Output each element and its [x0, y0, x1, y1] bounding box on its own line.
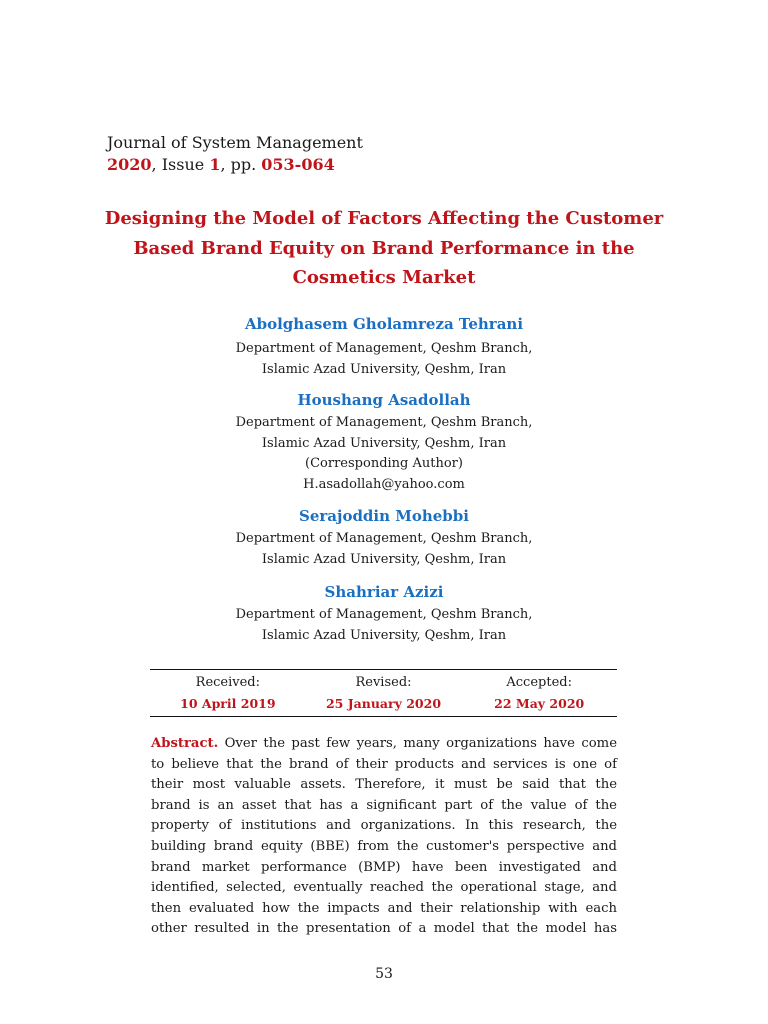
revised-label: Revised:: [355, 675, 412, 690]
received-column: [150, 670, 306, 716]
author-2: [84, 389, 684, 495]
journal-citation: [107, 155, 335, 174]
accepted-label: Accepted:: [506, 675, 572, 690]
abstract-line: building brand equity (BBE) from the customer's perspective and: [151, 838, 617, 854]
revised-column: [306, 670, 462, 716]
abstract-line: their most valuable assets. Therefore, it must be said that the: [151, 777, 617, 793]
author-name: Serajoddin Mohebbi: [299, 507, 469, 525]
author-name: Houshang Asadollah: [297, 391, 471, 409]
journal-header: [107, 132, 363, 176]
title-line: Designing the Model of Factors Affecting the Customer: [104, 208, 664, 229]
submission-dates-table: [150, 669, 617, 717]
page-number: 53: [375, 966, 393, 982]
abstract-line: brand market performance (BMP) have been investigated and: [151, 859, 617, 875]
author-4: [84, 581, 684, 646]
accepted-date: 22 May 2020: [494, 696, 585, 711]
author-name: Abolghasem Gholamreza Tehrani: [244, 315, 524, 333]
abstract-text: Over the past few years, many organizations have come: [218, 736, 617, 751]
author-email: H.asadollah@yahoo.com: [303, 476, 465, 492]
journal-pages: 053-064: [261, 155, 335, 174]
title-line: Based Brand Equity on Brand Performance in the: [133, 237, 635, 259]
paper-title: [90, 204, 678, 293]
affiliation-line: Department of Management, Qeshm Branch,: [235, 341, 533, 356]
author-3: [84, 505, 684, 570]
affiliation-line: Islamic Azad University, Qeshm, Iran: [261, 361, 507, 377]
journal-name: Journal of System Management: [107, 133, 363, 152]
abstract-line: to believe that the brand of their products and services is one of: [151, 756, 617, 772]
title-line: Cosmetics Market: [292, 267, 476, 288]
corresponding-author-note: (Corresponding Author): [305, 456, 463, 471]
abstract-line: [151, 734, 617, 755]
author-1: [84, 313, 684, 380]
issue-prefix: , Issue: [151, 155, 210, 174]
affiliation-line: Department of Management, Qeshm Branch,: [235, 607, 533, 622]
journal-year: 2020: [107, 155, 152, 174]
abstract-line: property of institutions and organizations. In this research, the: [151, 818, 617, 834]
abstract-line: brand is an asset that has a significant part of the value of the: [151, 797, 617, 813]
affiliation-line: Islamic Azad University, Qeshm, Iran: [261, 627, 507, 643]
author-name: Shahriar Azizi: [324, 583, 444, 601]
abstract-line: identified, selected, eventually reached the operational stage, and: [151, 880, 617, 896]
journal-issue: 1: [209, 155, 221, 174]
abstract-line: then evaluated how the impacts and their relationship with each: [151, 900, 617, 916]
affiliation-line: Islamic Azad University, Qeshm, Iran: [261, 435, 507, 451]
abstract: [151, 734, 617, 940]
pages-prefix: , pp.: [220, 155, 262, 174]
abstract-line: other resulted in the presentation of a model that the model has: [151, 921, 617, 937]
affiliation-line: Department of Management, Qeshm Branch,: [235, 531, 533, 546]
received-date: 10 April 2019: [180, 696, 276, 711]
abstract-label: Abstract.: [151, 736, 219, 751]
affiliation-line: Islamic Azad University, Qeshm, Iran: [261, 551, 507, 567]
revised-date: 25 January 2020: [325, 696, 442, 711]
affiliation-line: Department of Management, Qeshm Branch,: [235, 415, 533, 430]
received-label: Received:: [195, 675, 261, 690]
accepted-column: [461, 670, 617, 716]
